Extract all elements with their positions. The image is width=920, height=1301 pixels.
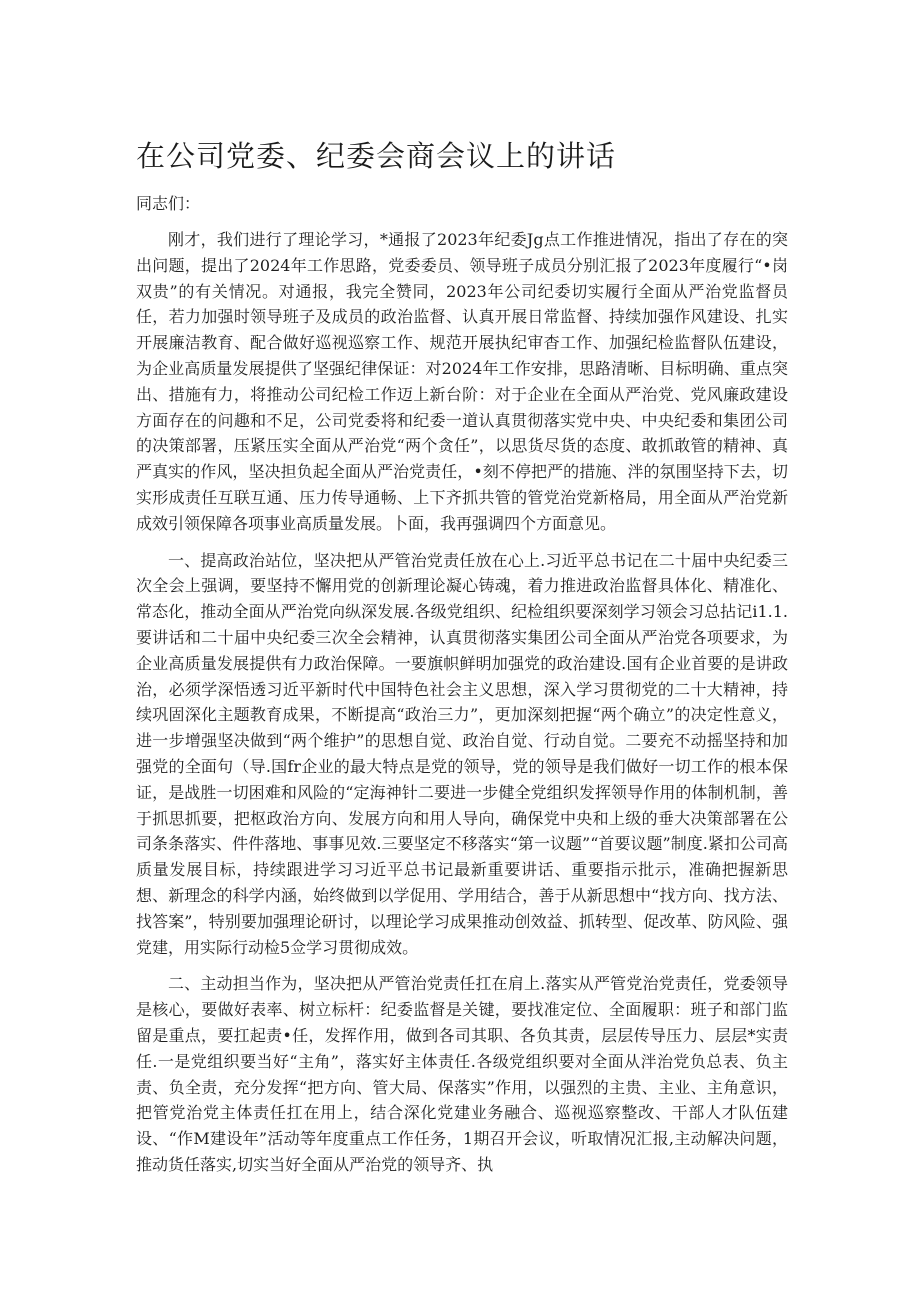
document-title: 在公司党委、纪委会商会议上的讲话 xyxy=(136,139,617,173)
paragraph-section-1: 一、提高政治站位，坚决把从严管治党责任放在心上.习近平总书记在二十届中央纪委三次全会上强调，要坚持不懈用党的创新理论凝心铸魂，着力推进政治监督具体化、精准化、常态化，推动全面从严治党向纵深发展.各级党组织、纪检组织要深刻学习领会习总拈记i1.1.要讲话和二十届中央纪委三次全会精神，认真贯彻落实集团公司全面从严治党各项要求，为企业高质量发展提供有力政治保障。一要旗帜鲜明加强党的政治建设.国有企业首要的是讲政治，必须学深悟透习近平新时代中国特色社会主义思想，深入学习贯彻党的二十大精神，持续巩固深化主题教育成果，不断提高“政治三力”，更加深刻把握“两个确立”的决定性意义，进一步增强坚决做到“两个维护”的思想自觉、政治自觉、行动自觉。二要充不动摇坚持和加强党的全面句（导.国fr企业的最大特点是党的领导，党的领导是我们做好一切工作的根本保证，是战胜一切困难和风险的“定海神针二要进一步健全党组织发挥领导作用的体制机制，善于抓思抓要，把枢政治方向、发展方向和用人导向，确保党中央和上级的垂大决策部署在公司条条落实、件件落地、事事见效.三要坚定不移落实“第一议题”“首要议题”制度.紧扣公司高质量发展目标，持续跟进学习习近平总书记最新重要讲话、重要指示批示，准确把握新思想、新理念的科学内涵，始终做到以学促用、学用结合，善于从新思想中“找方向、找方法、找答案”，特别要加强理论研讨，以理论学习成果推动创效益、抓转型、促改革、防风险、强党建，用实际行动检5佥学习贯彻成效。 xyxy=(136,550,788,957)
paragraph-section-2: 二、主动担当作为，坚决把从严管治党责任扛在肩上.落实从严管党治党责任，党委领导是核心，要做好表率、树立标杆：纪委监督是关键，要找准定位、全面履职：班子和部门监留是重点，要扛起责•任，发挥作用，做到各司其职、各负其责，层层传导压力、层层*实责任.一是党组织要当好“主角”，落实好主体责任.各级党组织要对全面从泮治党负总表、负主责、负全责，充分发挥“把方向、管大局、保落实”作用，以强烈的主贵、主业、主角意识，把管党治党主体责任扛在用上，结合深化党建业务融合、巡视巡察整改、干部人才队伍建设、“作M建设年”活动等年度重点工作任务，1期召开会议，听取情况汇报,主动解决问题，推动货任落实,切实当好全面从严治党的领导齐、执 xyxy=(136,974,788,1174)
salutation: 同志们： xyxy=(136,194,201,213)
document-body xyxy=(136,227,788,1189)
paragraph-intro: 刚才，我们进行了理论学习，*通报了2023年纪委Jg点工作推进情况，指出了存在的突出问题，提出了2024年工作思路，党委委员、领导班子成员分别汇报了2023年度履行“•岗双贵”的有关情况。对通报，我完全赞同，2023年公司纪委切实履行全面从严治党监督员任，若力加强时领导班子及成员的政治监督、认真开展日常监督、持续加强作风建设、扎实开展廉洁教育、配合做好巡视巡察工作、规范开展执纪审杳工作、加强纪检监督队伍建设，为企业高质量发展提供了坚强纪律保证：对2024年工作安排，思路清晰、目标明确、重点突出、措施有力，将推动公司纪检工作迈上新台阶：对于企业在全面从严治党、党风廉政建设方面存在的问趣和不足，公司党委将和纪委一道认真贯彻落实党中央、中央纪委和集团公司的决策部署，压紧压实全面从严治党“两个贪任”，以思货尽货的态度、敢抓敢管的精神、真严真实的作风，坚决担负起全面从严治党责任，•刻不停把严的措施、泮的氛围坚持下去，切实形成责任互联互通、压力传导通畅、上下齐抓共管的管党治党新格局，用全面从严治党新成效引领保障各项事业高质量发展。卜面，我再强调四个方面意见。 xyxy=(136,230,788,533)
